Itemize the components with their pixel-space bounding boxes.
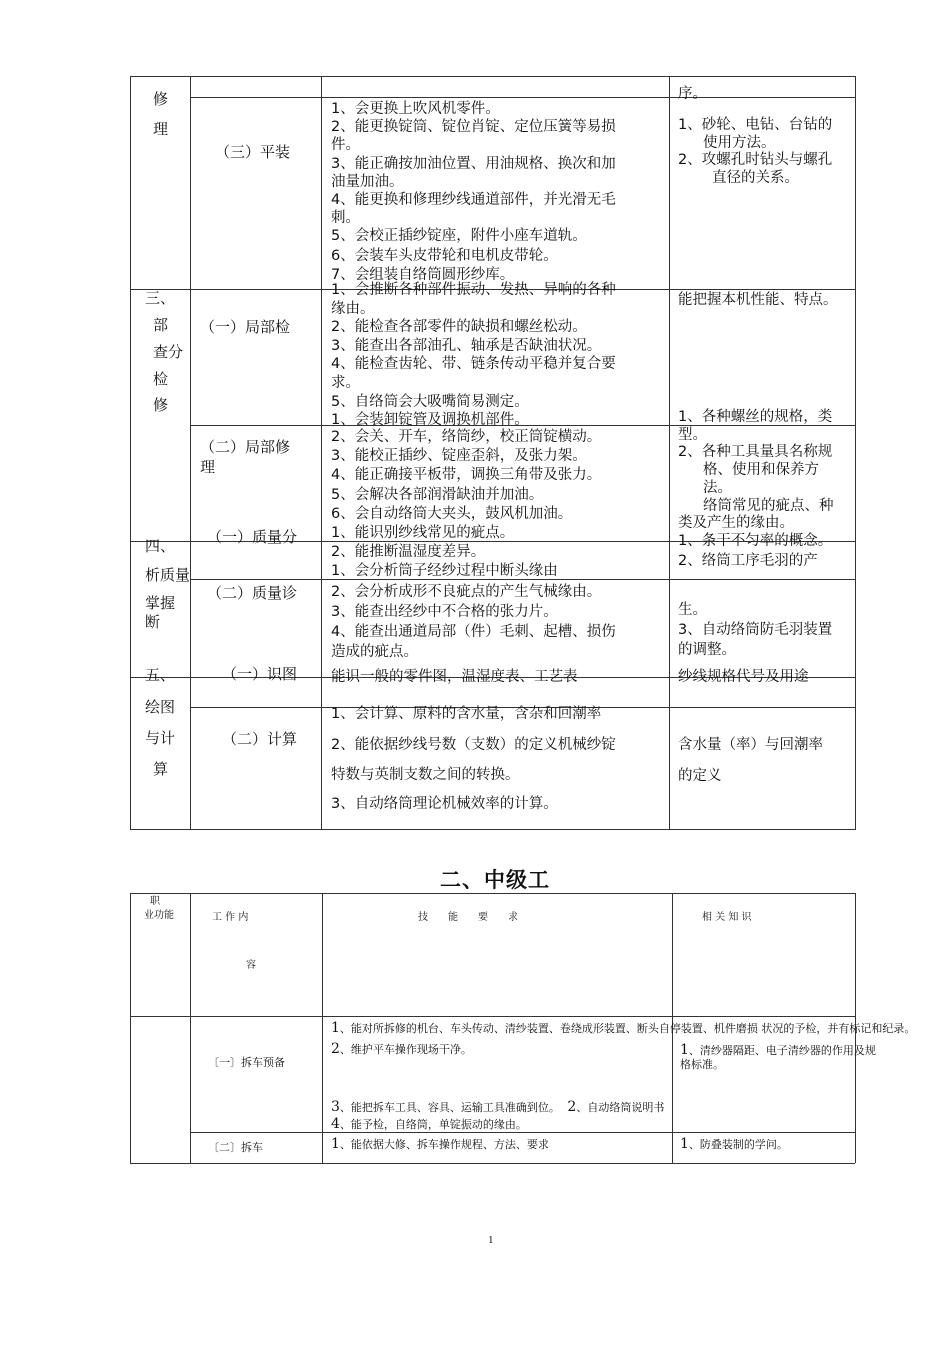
function-label-4-b: 析质量 [145,566,191,584]
function-label-4-c: 掌握 [145,594,176,612]
row-divider [190,97,855,98]
function-label-5-b: 绘图 [145,698,176,716]
skill-number: 1 [331,1020,340,1036]
skill-line: 求。 [331,374,360,391]
knowledge-line: 法。 [703,479,732,496]
skill-text: 、能对所拆修的机台、车头传动、清纱装置、卷绕成形装置、断头自停装置、机件磨损 状况的予检，并有标记和纪录。 [339,1022,916,1035]
skills-pingzhuang [331,100,616,284]
table2-header-bottom [130,1016,855,1017]
function-label-4-d: 断 [145,613,161,631]
skill-line: 1、会更换上吹风机零件。 [331,101,500,117]
knowledge-line: 络筒常见的疵点、种 [703,497,834,514]
skills-jubujian [331,281,616,430]
table2-top-border [130,893,855,894]
work-item-shitu: （一）识图 [222,665,298,683]
knowledge-line: 使用方法。 [703,134,776,151]
function-label-4-a: 四、 [145,537,176,555]
skill-number: 3 [331,1099,340,1115]
work-item-chaiche-yubei: 〔一〕拆车预备 [208,1056,285,1069]
knowledge-top-tail: 序。 [678,86,707,102]
skill-line: 4、能正确接平板带，调换三角带及张力。 [331,467,602,484]
knowledge-shitu: 纱线规格代号及用途 [678,669,809,685]
skill-line: 造成的疵点。 [331,644,418,660]
knowledge-jisuan [678,730,823,791]
function-label-5-a: 五、 [145,666,176,684]
skill-line: 3、能正确按加油位置、用油规格、换次和加 [331,155,616,172]
skill-item-3 [331,1100,664,1115]
skills-zhiliangfen [331,543,558,581]
knowledge-zhiliangzhen [678,600,832,660]
skill-line: 2、能依据纱线号数（支数）的定义机械纱锭 [331,736,616,753]
work-item-pingzhuang: （三）平装 [215,143,291,161]
knowledge-line: 直径的关系。 [712,169,799,186]
knowledge-line: 2、络筒工序毛羽的产 [678,552,818,569]
skill-number: 4 [331,1116,340,1132]
skill-text: 、能把拆车工具、容具、运输工具准确到位。 [339,1101,560,1114]
knowledge-line: 1、各种螺丝的规格，类 [678,409,833,425]
skills-zhiliangzhen [331,582,616,662]
skill-line: 5、自络筒会大吸嘴简易测定。 [331,393,529,410]
skill-line: 6、会自动络筒大夹头，鼓风机加油。 [331,505,573,522]
skill-line: 5、会校正插纱锭座，附件小座车道轨。 [331,228,587,245]
knowledge-text: 、清纱器隔距、电子清纱器的作用及规 [688,1044,876,1057]
table2-left-border [130,893,131,1163]
skill-line: 2、会关、开车，络筒纱，校正筒锭横动。 [331,429,602,445]
skill-line: 2、能检查各部零件的缺损和螺丝松动。 [331,319,587,336]
table2-col2-border [190,893,191,1163]
function-label-repair-2: 理 [153,120,169,138]
row-divider [190,1132,855,1133]
knowledge-item-1 [680,1043,876,1058]
header-function-b: 业功能 [144,910,174,921]
table1-col2-border [190,76,191,830]
function-label-3-e: 修 [153,396,169,414]
knowledge-jubuxiu [678,409,834,570]
table2-col3-border [322,893,323,1163]
skill-text: 、能依据大修、拆车操作规程、方法、要求 [339,1138,549,1151]
skill-line: 2、能推断温湿度差异。 [331,544,486,560]
function-label-3-a: 三、 [145,289,176,307]
skill-number: 1 [331,1136,340,1152]
work-item-jisuan: （二）计算 [222,730,298,748]
work-item-jubuxiu-1: （二）局部修 [200,438,291,456]
function-label-5-d: 算 [153,760,169,778]
table1-col3-border [321,76,322,830]
skill-number: 2 [331,1041,340,1057]
function-label-5-c: 与计 [145,729,176,747]
knowledge-item-1-cont: 格标准。 [680,1058,724,1071]
skill-line: 2、会分析成形不良疵点的产生气械缘由。 [331,584,602,600]
knowledge-line: 的调整。 [678,642,736,658]
header-work-content-b: 容 [246,960,256,971]
knowledge-text: 、防叠装制的学问。 [688,1138,788,1151]
table1-bottom-border [130,829,855,830]
header-related-knowledge: 相 关 知 识 [702,912,752,923]
skill-text: 、维护平车操作现场干净。 [339,1043,472,1056]
section-title: 二、中级工 [440,868,550,892]
knowledge-line: 2、攻螺孔时钻头与螺孔 [678,152,833,168]
knowledge-item-1 [680,1137,788,1152]
table1-right-border [855,76,856,830]
function-label-3-c: 查分 [153,343,184,361]
skill-line: 油量加油。 [331,173,404,190]
skill-item-1 [331,1137,549,1152]
knowledge-number: 1 [680,1042,689,1058]
skill-text: 、能予检，自络筒，单锭振动的缘由。 [339,1118,527,1131]
knowledge-line: 含水量（率）与回潮率 [678,737,823,753]
skill-line: 1、会推断各种部件振动、发热、异响的各种 [331,282,616,298]
knowledge-number: 2 [567,1099,577,1115]
skill-line: 4、能查出通道局部（件）毛刺、起槽、损伤 [331,624,616,640]
skill-line: 5、会解决各部润滑缺油并加油。 [331,486,544,503]
knowledge-line: 型。 [678,426,707,443]
header-function-a: 职 [150,896,160,907]
skill-line: 6、会装车头皮带轮和电机皮带轮。 [331,247,558,264]
work-item-jubujian: （一）局部检 [200,318,291,336]
skill-line: 4、能检查齿轮、带、链条传动平稳并复合要 [331,356,616,373]
table1-col4-border [669,76,670,830]
knowledge-line: 2、各种工具量具名称规 [678,444,833,461]
skill-line: 缘由。 [331,300,375,317]
header-skill-requirements: 技 能 要 求 [418,912,518,923]
work-item-zhiliangzhen: （二）质量诊 [207,584,298,602]
work-item-chaiche: 〔二〕拆车 [208,1141,263,1154]
header-work-content-a: 工 作 内 [212,912,249,923]
skill-line: 1、会装卸锭管及调换机部件。 [331,412,529,429]
knowledge-line: 格、使用和保养方 [703,462,819,479]
work-item-zhiliangfen: （一）质量分 [207,528,298,546]
skill-line: 刺。 [331,210,360,227]
skill-line: 7、会组装自络筒圆形纱库。 [331,266,515,283]
skill-item-1 [331,1021,915,1036]
work-item-jubuxiu-2: 理 [200,458,216,476]
skill-line: 1、能识别纱线常见的疵点。 [331,525,515,542]
skill-line: 件。 [331,137,360,154]
knowledge-pingzhuang [678,117,832,187]
skills-jisuan [331,699,616,819]
knowledge-line: 的定义 [678,767,722,784]
skill-item-4 [331,1117,527,1132]
knowledge-line: 类及产生的缘由。 [678,515,794,532]
knowledge-jubujian: 能把握本机性能、特点。 [678,292,838,308]
function-label-3-b: 部 [153,316,169,334]
skill-line: 2、能更换锭筒、锭位肖锭、定位压簧等易损 [331,119,616,136]
skill-line: 1、会计算、原料的含水量，含杂和回潮率 [331,706,602,722]
skill-line: 3、能校正插纱、锭座歪斜，及张力架。 [331,448,587,465]
knowledge-text: 、自动络筒说明书 [576,1101,665,1114]
skill-line: 3、能查出各部油孔、轴承是否缺油状况。 [331,337,602,354]
skill-line: 3、自动络筒理论机械效率的计算。 [331,795,558,812]
skill-shitu: 能识一般的零件图，温湿度表、工艺表 [331,669,578,685]
table1-left-border [130,76,131,830]
knowledge-line: 生。 [678,602,707,618]
page-number: 1 [488,1234,494,1246]
knowledge-line: 3、自动络筒防毛羽装置 [678,622,833,638]
knowledge-line: 1、条干不匀率的概念。 [678,532,833,549]
knowledge-number: 1 [680,1136,689,1152]
function-label-3-d: 检 [153,370,169,388]
skill-line: 特数与英制支数之间的转换。 [331,767,520,783]
knowledge-line: 1、砂轮、电钻、台钻的 [678,117,833,133]
skill-line: 3、能查出经纱中不合格的张力片。 [331,604,558,620]
table2-bottom-border [130,1163,855,1164]
function-label-repair-1: 修 [153,90,169,108]
skills-jubuxiu [331,428,601,543]
skill-line: 1、会分析筒子经纱过程中断头缘由 [331,563,558,579]
table1-top-border [130,76,855,77]
skill-line: 4、能更换和修理纱线通道部件，并光滑无毛 [331,192,616,209]
skill-item-2 [331,1042,472,1057]
